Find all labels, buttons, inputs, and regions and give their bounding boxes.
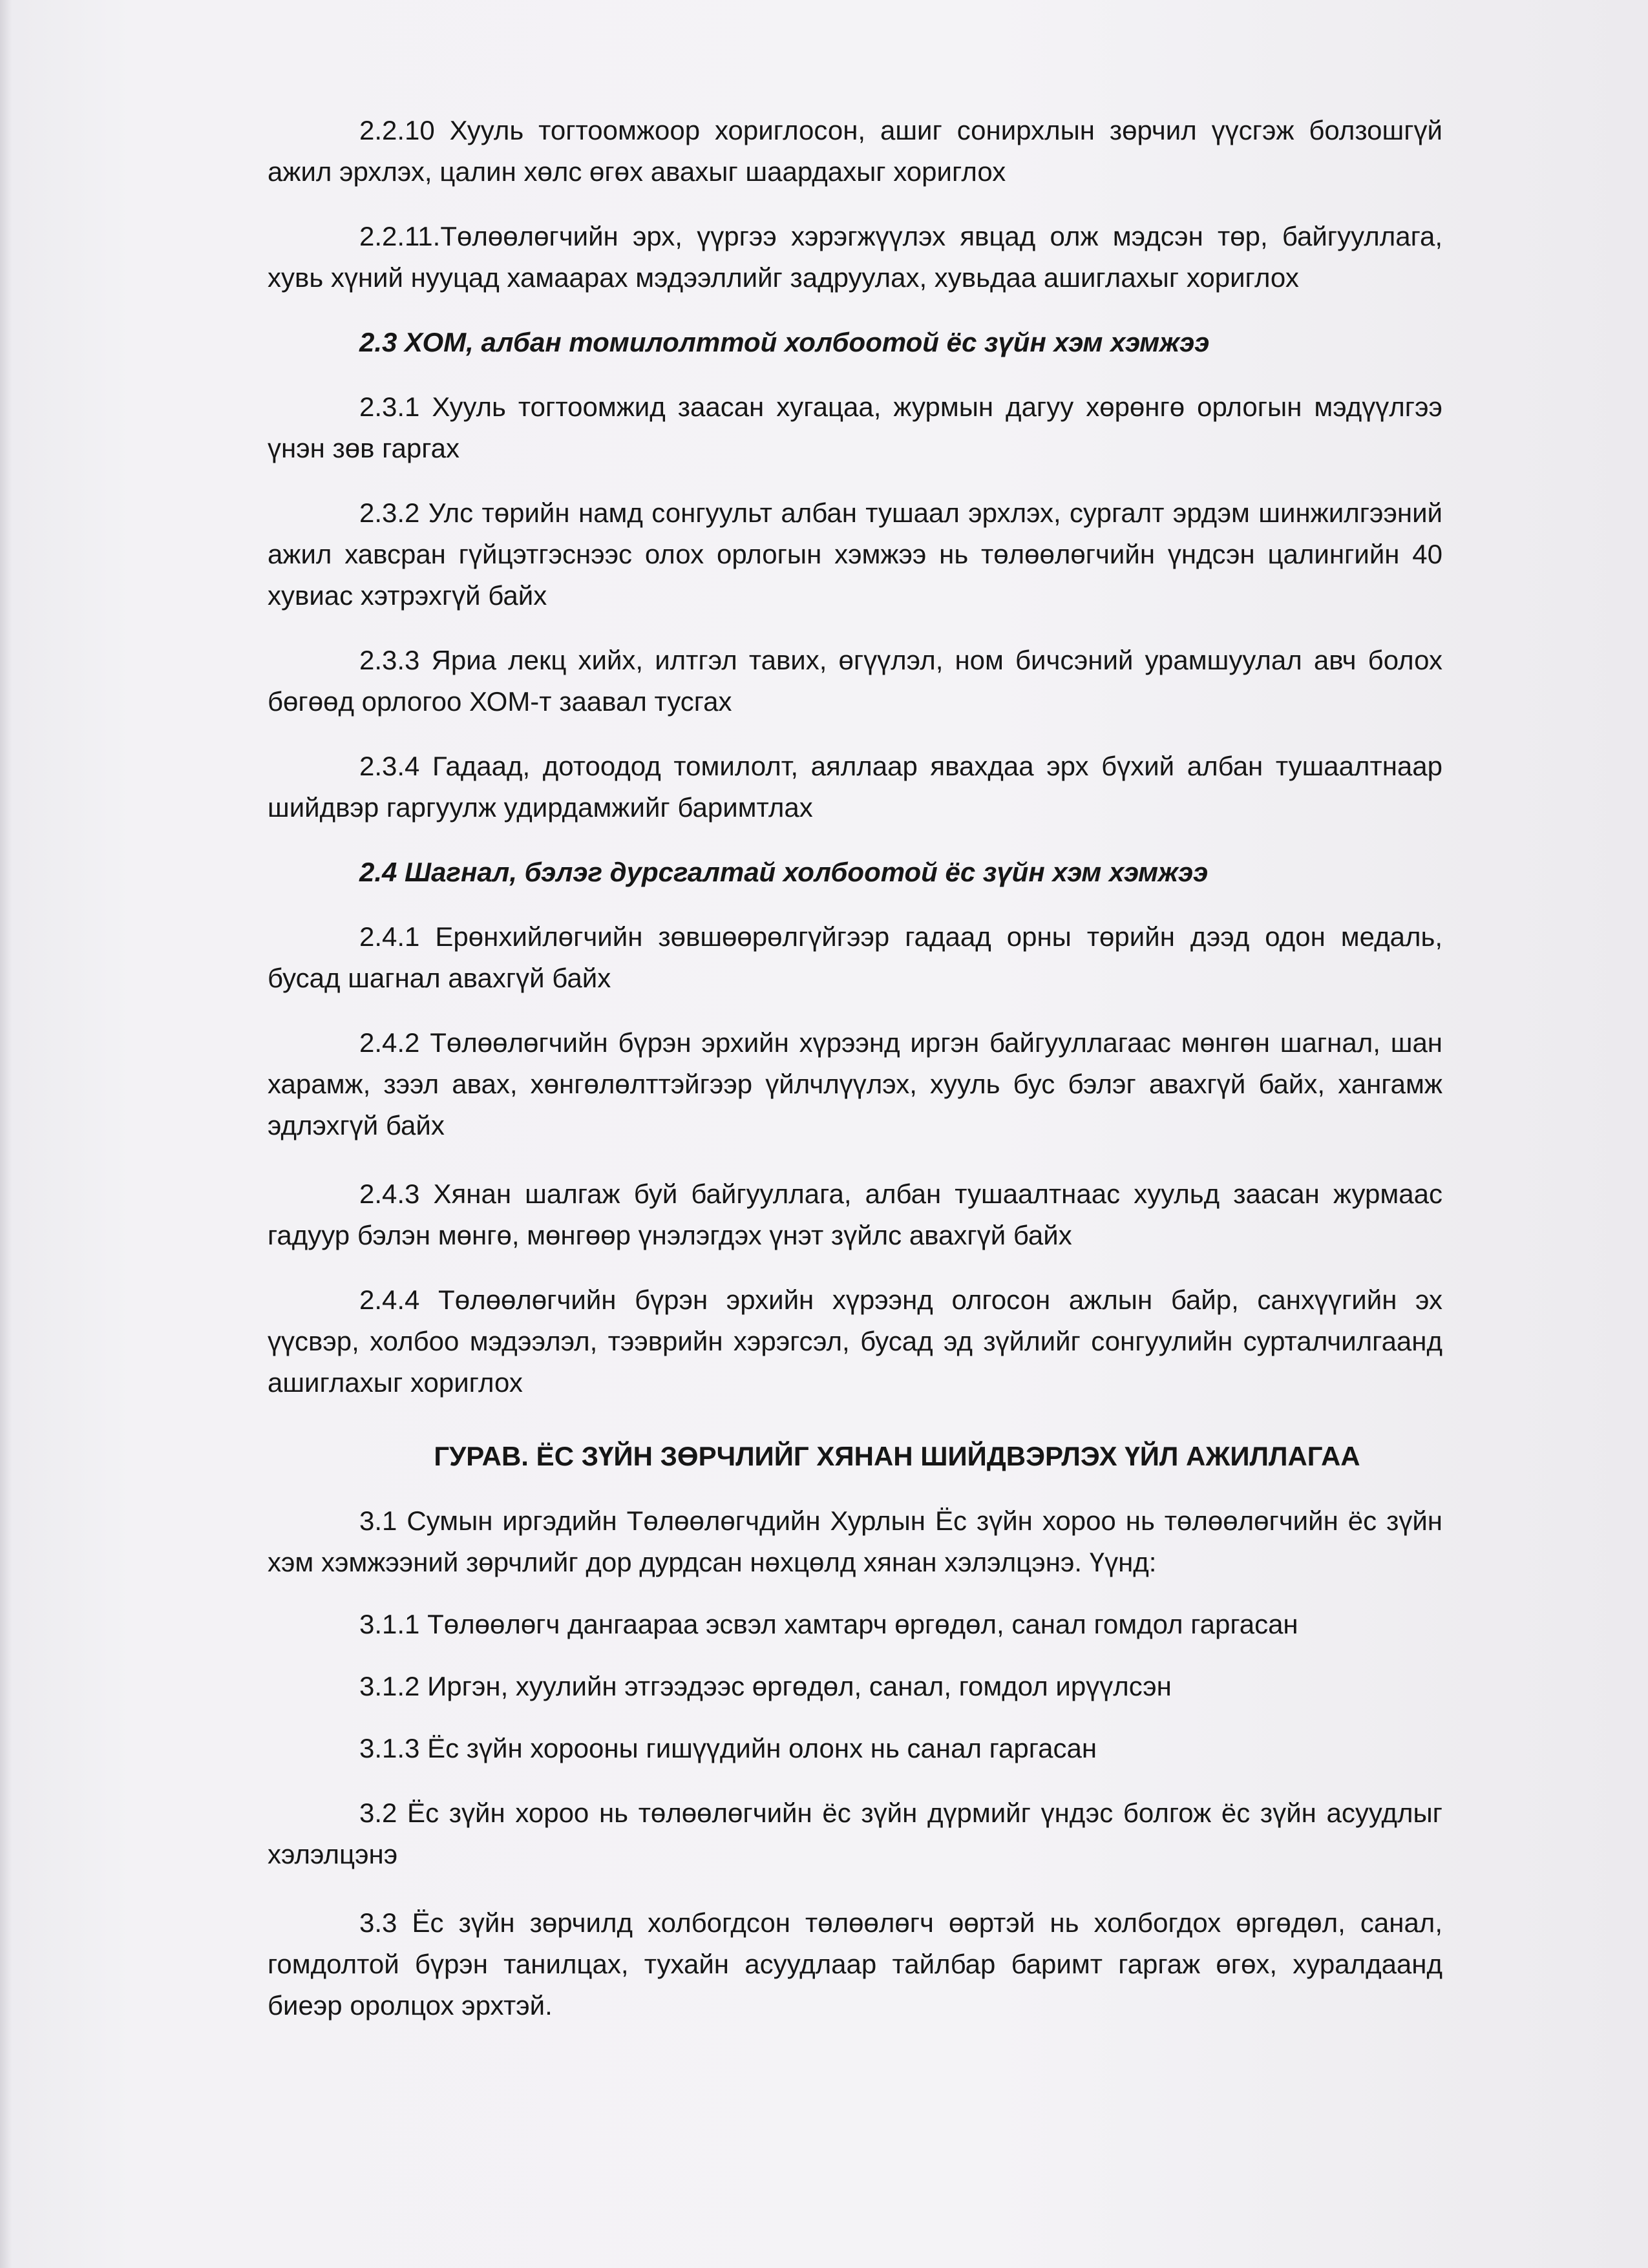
chapter-heading-3: ГУРАВ. ЁС ЗҮЙН ЗӨРЧЛИЙГ ХЯНАН ШИЙДВЭРЛЭХ ҮЙЛ АЖИЛЛАГАА — [434, 1441, 1360, 1471]
paragraph-3-1-3: 3.1.3 Ёс зүйн хорооны гишүүдийн олонх нь санал гаргасан — [359, 1733, 1097, 1763]
paragraph-2-4-3: 2.4.3 Хянан шалгаж буй байгууллага, албан тушаалтнаас хуульд заасан журмаас гадуур бэлэн мөнгө, мөнгөөр үнэлэгдэх үнэт зүйлс авахгүй байх — [268, 1179, 1442, 1250]
paragraph-2-2-11: 2.2.11.Төлөөлөгчийн эрх, үүргээ хэрэгжүүлэх явцад олж мэдсэн төр, байгууллага, хувь хүний нууцад хамаарах мэдээллийг задруулах, хувьдаа ашиглахыг хориглох — [268, 221, 1442, 293]
paragraph-3-1-2: 3.1.2 Иргэн, хуулийн этгээдээс өргөдөл, санал, гомдол ирүүлсэн — [359, 1671, 1172, 1701]
paragraph-2-4-2: 2.4.2 Төлөөлөгчийн бүрэн эрхийн хүрээнд иргэн байгууллагаас мөнгөн шагнал, шан харамж, зээл авах, хөнгөлөлттэйгээр үйлчлүүлэх, хууль бус бэлэг авахгүй байх, хангамж эдлэхгүй байх — [268, 1027, 1442, 1140]
paragraph-2-3-1: 2.3.1 Хууль тогтоомжид заасан хугацаа, журмын дагуу хөрөнгө орлогын мэдүүлгээ үнэн зөв гаргах — [268, 392, 1442, 463]
paragraph-3-1-1: 3.1.1 Төлөөлөгч дангаараа эсвэл хамтарч өргөдөл, санал гомдол гаргасан — [359, 1609, 1298, 1639]
section-heading-2-3: 2.3 ХОМ, албан томилолттой холбоотой ёс зүйн хэм хэмжээ — [359, 327, 1210, 357]
paragraph-3-2: 3.2 Ёс зүйн хороо нь төлөөлөгчийн ёс зүйн дүрмийг үндэс болгож ёс зүйн асуудлыг хэлэлцэнэ — [268, 1798, 1442, 1869]
paragraph-2-4-1: 2.4.1 Ерөнхийлөгчийн зөвшөөрөлгүйгээр гадаад орны төрийн дээд одон медаль, бусад шагнал авахгүй байх — [268, 921, 1442, 993]
paragraph-3-3: 3.3 Ёс зүйн зөрчилд холбогдсон төлөөлөгч өөртэй нь холбогдох өргөдөл, санал, гомдолтой бүрэн танилцах, тухайн асуудлаар тайлбар баримт гаргаж өгөх, хуралдаанд биеэр оролцох эрхтэй. — [268, 1907, 1442, 2021]
paragraph-2-4-4: 2.4.4 Төлөөлөгчийн бүрэн эрхийн хүрээнд олгосон ажлын байр, санхүүгийн эх үүсвэр, холбоо мэдээлэл, тээврийн хэрэгсэл, бусад эд зүйлийг сонгуулийн сурталчилгаанд ашиглахыг хориглох — [268, 1285, 1442, 1398]
paragraph-3-1: 3.1 Сумын иргэдийн Төлөөлөгчдийн Хурлын Ёс зүйн хороо нь төлөөлөгчийн ёс зүйн хэм хэмжээний зөрчлийг дор дурдсан нөхцөлд хянан хэлэлцэнэ. Үүнд: — [268, 1506, 1442, 1577]
paragraph-2-2-10: 2.2.10 Хууль тогтоомжоор хориглосон, ашиг сонирхлын зөрчил үүсгэж болзошгүй ажил эрхлэх, цалин хөлс өгөх авахыг шаардахыг хориглох — [268, 115, 1442, 187]
page-edge-shadow — [0, 0, 12, 2268]
section-heading-2-4: 2.4 Шагнал, бэлэг дурсгалтай холбоотой ёс зүйн хэм хэмжээ — [359, 857, 1209, 887]
paragraph-2-3-2: 2.3.2 Улс төрийн намд сонгуульт албан тушаал эрхлэх, сургалт эрдэм шинжилгээний ажил хавсран гүйцэтгэснээс олох орлогын хэмжээ нь төлөөлөгчийн үндсэн цалингийн 40 хувиас хэтрэхгүй байх — [268, 498, 1442, 611]
paragraph-2-3-4: 2.3.4 Гадаад, дотоодод томилолт, аяллаар явахдаа эрх бүхий албан тушаалтнаар шийдвэр гаргуулж удирдамжийг баримтлах — [268, 751, 1442, 823]
document-body — [268, 110, 1442, 2026]
paragraph-2-3-3: 2.3.3 Яриа лекц хийх, илтгэл тавих, өгүүлэл, ном бичсэний урамшуулал авч болох бөгөөд орлогоо ХОМ-т заавал тусгах — [268, 645, 1442, 717]
